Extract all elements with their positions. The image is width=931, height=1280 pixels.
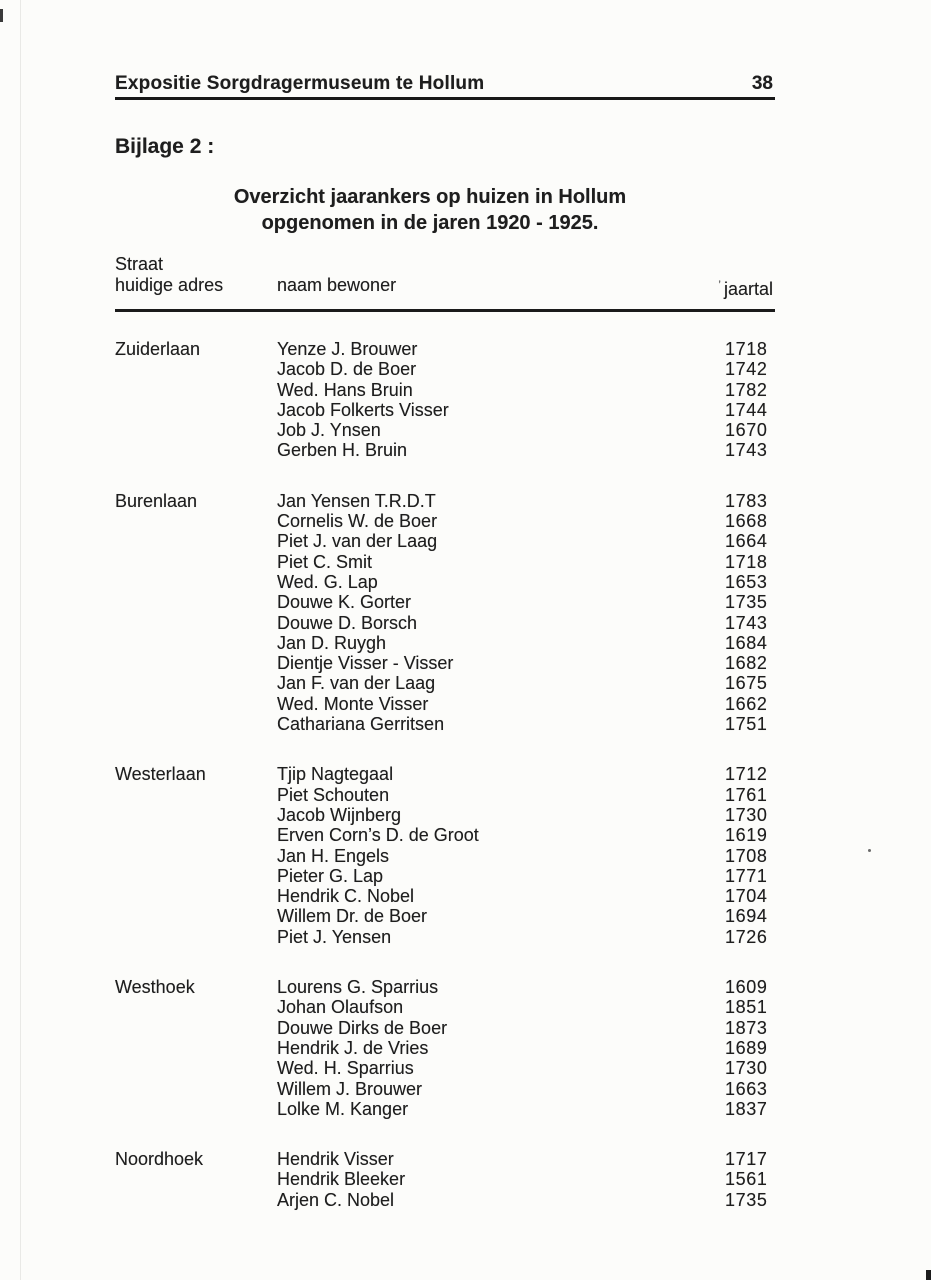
resident-name: Douwe D. Borsch — [277, 612, 418, 633]
table-row — [115, 997, 773, 1017]
year-value: 1662 — [725, 693, 768, 714]
resident-name: Wed. H. Sparrius — [277, 1058, 414, 1079]
table-row — [115, 531, 773, 551]
table-row — [115, 380, 773, 400]
page-number: 38 — [751, 73, 773, 94]
resident-name: Hendrik Visser — [277, 1149, 394, 1170]
resident-name: Piet J. Yensen — [277, 926, 392, 947]
resident-name: Hendrik C. Nobel — [277, 886, 415, 907]
table-row — [115, 339, 773, 359]
year-value: 1837 — [725, 1098, 768, 1119]
table-row — [115, 927, 773, 947]
scan-edge-line — [20, 0, 21, 1280]
table-row — [115, 491, 773, 511]
year-value: 1619 — [725, 825, 768, 846]
resident-name: Wed. Hans Bruin — [277, 379, 413, 400]
year-value: 1751 — [725, 714, 768, 735]
table-row — [115, 866, 773, 886]
table-row — [115, 1169, 773, 1189]
table-row — [115, 440, 773, 460]
year-value: 1744 — [725, 399, 768, 420]
table-row — [115, 785, 773, 805]
scan-mark-bottom-right — [926, 1270, 931, 1280]
table-row — [115, 1149, 773, 1169]
running-header-title: Expositie Sorgdragermuseum te Hollum — [115, 73, 485, 94]
table-row — [115, 825, 773, 845]
column-header-year-label: jaartal — [723, 279, 773, 299]
resident-name: Jacob D. de Boer — [277, 359, 417, 380]
resident-name: Tjip Nagtegaal — [277, 764, 394, 785]
table-row — [115, 359, 773, 379]
column-header-street-line2: huidige adres — [115, 275, 224, 295]
year-value: 1742 — [725, 359, 768, 380]
year-value: 1730 — [725, 804, 768, 825]
street-section — [115, 339, 773, 461]
street-section — [115, 1149, 773, 1210]
year-value: 1718 — [725, 339, 768, 359]
column-header-resident: naam bewoner — [277, 275, 397, 295]
table-body — [115, 339, 773, 1240]
resident-name: Jacob Wijnberg — [277, 804, 402, 825]
street-name: Noordhoek — [115, 1149, 204, 1170]
resident-name: Willem J. Brouwer — [277, 1078, 423, 1099]
year-value: 1730 — [725, 1058, 768, 1079]
table-row — [115, 653, 773, 673]
resident-name: Cornelis W. de Boer — [277, 511, 438, 532]
table-row — [115, 400, 773, 420]
resident-name: Pieter G. Lap — [277, 865, 384, 886]
year-value: 1653 — [725, 571, 768, 592]
street-name: Westhoek — [115, 977, 195, 998]
year-value: 1761 — [725, 784, 768, 805]
year-value: 1609 — [725, 977, 768, 998]
year-value: 1735 — [725, 1189, 768, 1210]
year-value: 1873 — [725, 1017, 768, 1038]
year-value: 1712 — [725, 764, 768, 785]
resident-name: Wed. G. Lap — [277, 571, 378, 592]
year-value: 1783 — [725, 490, 768, 511]
year-value: 1675 — [725, 673, 768, 694]
table-row — [115, 805, 773, 825]
street-name: Westerlaan — [115, 764, 206, 785]
year-value: 1682 — [725, 653, 768, 674]
resident-name: Jan D. Ruygh — [277, 632, 387, 653]
table-row — [115, 714, 773, 734]
table-row — [115, 977, 773, 997]
year-value: 1561 — [725, 1169, 768, 1190]
table-row — [115, 592, 773, 612]
year-value: 1708 — [725, 845, 768, 866]
table-row — [115, 572, 773, 592]
resident-name: Wed. Monte Visser — [277, 693, 429, 714]
table-row — [115, 1038, 773, 1058]
table-row — [115, 1079, 773, 1099]
year-value: 1851 — [725, 997, 768, 1018]
table-row — [115, 1058, 773, 1078]
column-header-rule — [115, 309, 775, 312]
resident-name: Job J. Ynsen — [277, 420, 381, 441]
year-value: 1689 — [725, 1037, 768, 1058]
year-value: 1694 — [725, 906, 768, 927]
table-row — [115, 1190, 773, 1210]
table-row — [115, 552, 773, 572]
resident-name: Gerben H. Bruin — [277, 440, 408, 461]
street-section — [115, 977, 773, 1119]
resident-name: Hendrik J. de Vries — [277, 1037, 429, 1058]
resident-name: Jan Yensen T.R.D.T — [277, 490, 436, 511]
table-row — [115, 420, 773, 440]
resident-name: Johan Olaufson — [277, 997, 404, 1018]
year-value: 1670 — [725, 420, 768, 441]
resident-name: Dientje Visser - Visser — [277, 653, 454, 674]
table-row — [115, 906, 773, 926]
resident-name: Yenze J. Brouwer — [277, 339, 418, 359]
street-section — [115, 491, 773, 735]
scan-speck — [868, 849, 871, 852]
resident-name: Douwe K. Gorter — [277, 592, 412, 613]
document-title-line2: opgenomen in de jaren 1920 - 1925. — [261, 212, 599, 234]
resident-name: Arjen C. Nobel — [277, 1189, 395, 1210]
year-value: 1718 — [725, 551, 768, 572]
year-value: 1704 — [725, 886, 768, 907]
table-row — [115, 613, 773, 633]
table-row — [115, 511, 773, 531]
street-name: Burenlaan — [115, 490, 198, 511]
year-value: 1717 — [725, 1149, 768, 1170]
document-title — [100, 184, 760, 236]
resident-name: Piet Schouten — [277, 784, 390, 805]
year-value: 1663 — [725, 1078, 768, 1099]
table-row — [115, 886, 773, 906]
scan-tick-artifact: ’ — [718, 278, 721, 292]
header-rule — [115, 97, 775, 100]
street-section — [115, 764, 773, 947]
year-value: 1684 — [725, 632, 768, 653]
year-value: 1743 — [725, 440, 768, 461]
street-name: Zuiderlaan — [115, 339, 201, 359]
table-row — [115, 764, 773, 784]
table-row — [115, 846, 773, 866]
table-row — [115, 694, 773, 714]
resident-name: Hendrik Bleeker — [277, 1169, 406, 1190]
year-value: 1664 — [725, 531, 768, 552]
resident-name: Jacob Folkerts Visser — [277, 399, 449, 420]
year-value: 1771 — [725, 865, 768, 886]
column-header-street-line1: Straat — [115, 254, 164, 274]
table-row — [115, 1018, 773, 1038]
table-row — [115, 633, 773, 653]
resident-name: Piet J. van der Laag — [277, 531, 438, 552]
resident-name: Lolke M. Kanger — [277, 1098, 409, 1119]
table-row — [115, 1099, 773, 1119]
year-value: 1735 — [725, 592, 768, 613]
column-header-year — [718, 275, 773, 300]
resident-name: Erven Corn’s D. de Groot — [277, 825, 479, 846]
table-row — [115, 673, 773, 693]
document-title-line1: Overzicht jaarankers op huizen in Hollum — [233, 186, 627, 208]
scan-mark-top-left — [0, 9, 3, 22]
resident-name: Lourens G. Sparrius — [277, 977, 439, 998]
resident-name: Cathariana Gerritsen — [277, 714, 445, 735]
year-value: 1782 — [725, 379, 768, 400]
appendix-label: Bijlage 2 : — [115, 135, 215, 158]
year-value: 1726 — [725, 926, 768, 947]
resident-name: Jan F. van der Laag — [277, 673, 436, 694]
resident-name: Douwe Dirks de Boer — [277, 1017, 448, 1038]
year-value: 1668 — [725, 511, 768, 532]
resident-name: Jan H. Engels — [277, 845, 390, 866]
year-value: 1743 — [725, 612, 768, 633]
resident-name: Willem Dr. de Boer — [277, 906, 428, 927]
resident-name: Piet C. Smit — [277, 551, 373, 572]
